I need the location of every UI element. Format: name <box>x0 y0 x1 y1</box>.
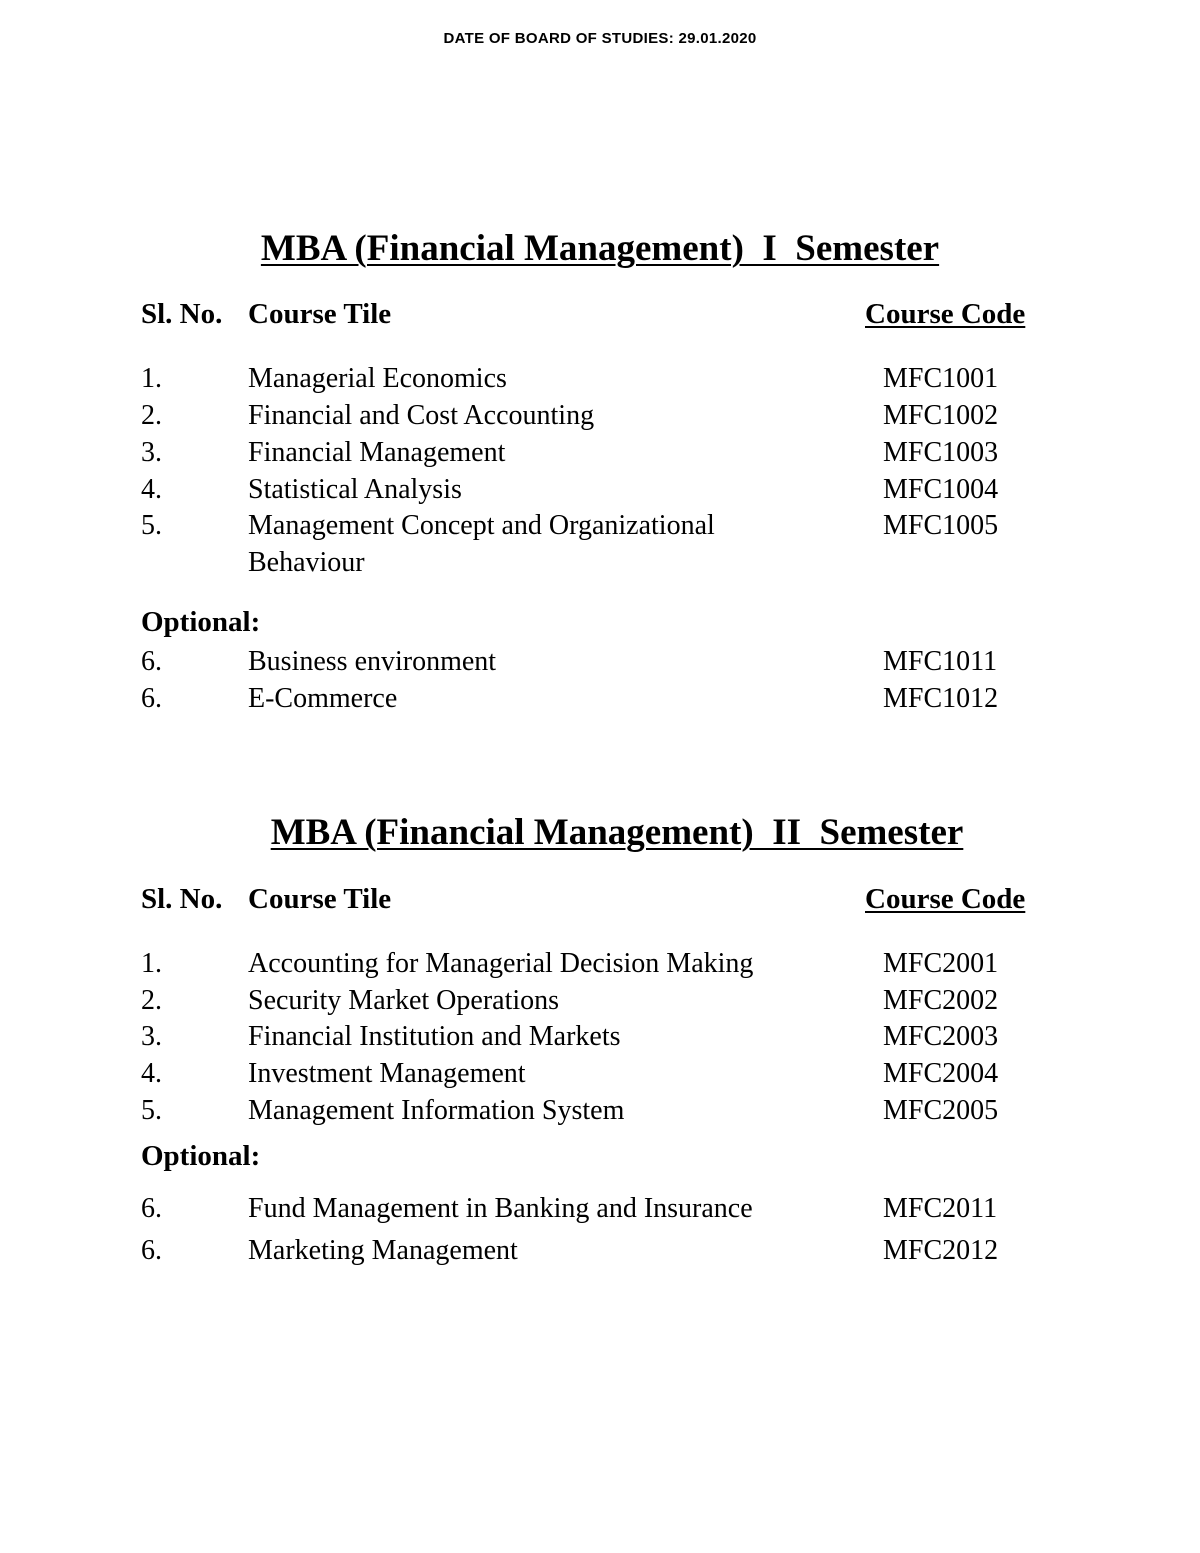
course-title: Statistical Analysis <box>248 474 462 505</box>
semester-2-optional-label: Optional: <box>141 1140 261 1172</box>
course-title: Financial Institution and Markets <box>248 1021 621 1052</box>
semester-2-course-code-header: Course Code <box>865 883 1026 915</box>
semester-1-optional-label: Optional: <box>141 606 261 638</box>
course-title: Accounting for Managerial Decision Making <box>248 948 754 979</box>
course-title: Management Information System <box>248 1095 625 1126</box>
course-title: Financial Management <box>248 437 506 468</box>
course-title: Management Concept and Organizational Behaviour <box>248 510 715 578</box>
course-title: Marketing Management <box>248 1235 518 1266</box>
course-title: Business environment <box>248 646 497 677</box>
course-code: MFC1001 <box>883 363 999 394</box>
course-code: MFC2012 <box>883 1235 999 1266</box>
course-number: 6. <box>141 1235 162 1266</box>
course-number: 3. <box>141 1021 162 1052</box>
semester-1-course-code-header: Course Code <box>865 298 1026 330</box>
course-title: Managerial Economics <box>248 363 507 394</box>
course-title: E-Commerce <box>248 683 398 714</box>
course-code: MFC1003 <box>883 437 999 468</box>
course-number: 5. <box>141 510 162 541</box>
course-code: MFC1005 <box>883 510 999 541</box>
course-title: Fund Management in Banking and Insurance <box>248 1193 753 1224</box>
course-code: MFC1002 <box>883 400 999 431</box>
course-code: MFC2004 <box>883 1058 999 1089</box>
course-code: MFC2002 <box>883 985 999 1016</box>
course-code: MFC2011 <box>883 1193 998 1224</box>
course-title: Financial and Cost Accounting <box>248 400 595 431</box>
course-title: Security Market Operations <box>248 985 560 1016</box>
course-code: MFC2003 <box>883 1021 999 1052</box>
course-number: 4. <box>141 474 162 505</box>
course-number: 2. <box>141 985 162 1016</box>
semester-2-title: MBA (Financial Management) II Semester <box>270 812 964 853</box>
course-number: 6. <box>141 683 162 714</box>
course-number: 1. <box>141 363 162 394</box>
semester-1-slno-header: Sl. No. <box>141 298 223 330</box>
semester-2-slno-header: Sl. No. <box>141 883 223 915</box>
course-number: 6. <box>141 1193 162 1224</box>
course-code: MFC2001 <box>883 948 999 979</box>
semester-1-title: MBA (Financial Management) I Semester <box>260 228 940 269</box>
board-of-studies-date: DATE OF BOARD OF STUDIES: 29.01.2020 <box>443 30 757 47</box>
course-code: MFC1004 <box>883 474 999 505</box>
course-number: 1. <box>141 948 162 979</box>
course-code: MFC1012 <box>883 683 999 714</box>
course-number: 6. <box>141 646 162 677</box>
course-number: 3. <box>141 437 162 468</box>
course-code: MFC1011 <box>883 646 998 677</box>
course-number: 4. <box>141 1058 162 1089</box>
course-number: 2. <box>141 400 162 431</box>
course-code: MFC2005 <box>883 1095 999 1126</box>
semester-1-course-title-header: Course Tile <box>248 298 392 330</box>
semester-2-course-title-header: Course Tile <box>248 883 392 915</box>
course-title: Investment Management <box>248 1058 526 1089</box>
course-number: 5. <box>141 1095 162 1126</box>
